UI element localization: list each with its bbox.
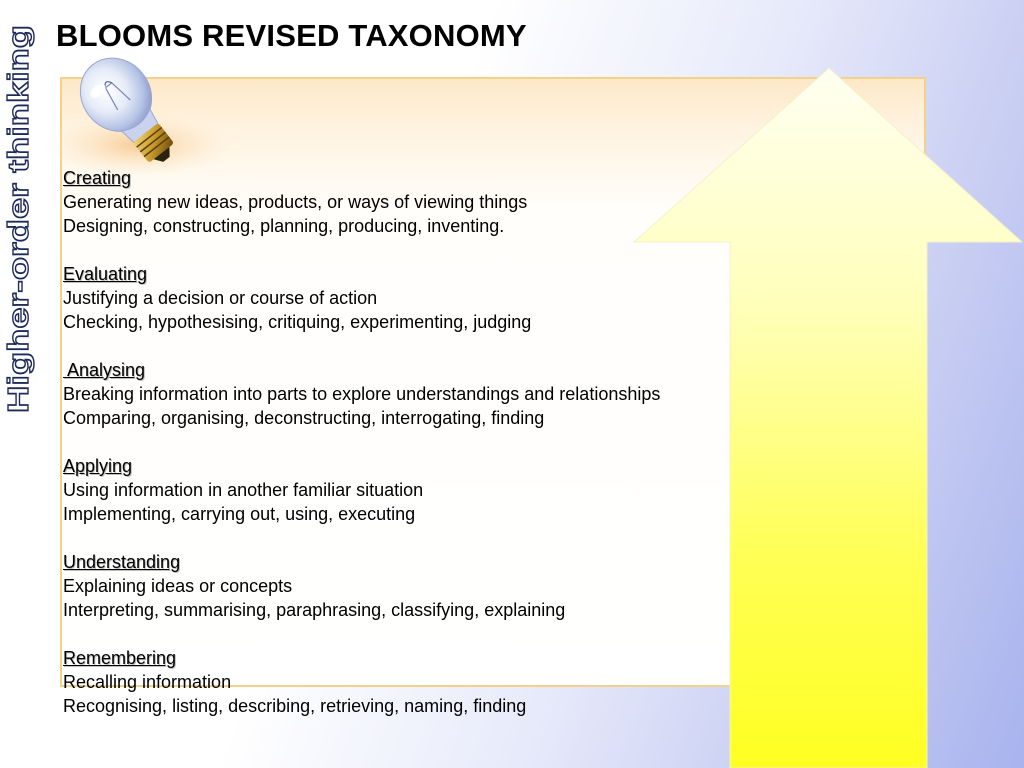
level-name: Analysing: [63, 360, 146, 380]
level-description: Generating new ideas, products, or ways of viewing things: [63, 192, 528, 212]
level-verbs: Interpreting, summarising, paraphrasing, classifying, explaining: [63, 600, 566, 620]
level-analysing: [63, 358, 743, 430]
level-description: Using information in another familiar situation: [63, 480, 424, 500]
level-name: Applying: [63, 456, 133, 476]
level-creating: [63, 166, 743, 238]
level-verbs: Recognising, listing, describing, retrieving, naming, finding: [63, 696, 527, 716]
level-evaluating: [63, 262, 743, 334]
side-label-text: Higher-order thinking: [3, 116, 35, 413]
level-description: Recalling information: [63, 672, 232, 692]
level-name: Evaluating: [63, 264, 148, 284]
level-understanding: [63, 550, 743, 622]
level-verbs: Checking, hypothesising, critiquing, experimenting, judging: [63, 312, 532, 332]
level-name: Understanding: [63, 552, 181, 572]
slide-title: BLOOMS REVISED TAXONOMY: [56, 18, 527, 53]
level-remembering: [63, 646, 743, 718]
level-name: Remembering: [63, 648, 177, 668]
higher-order-thinking-label: [0, 23, 36, 415]
light-bulb-icon: [44, 50, 234, 175]
level-verbs: Comparing, organising, deconstructing, interrogating, finding: [63, 408, 545, 428]
taxonomy-list: [63, 166, 743, 742]
level-description: Justifying a decision or course of action: [63, 288, 378, 308]
level-name: Creating: [63, 168, 132, 188]
level-description: Explaining ideas or concepts: [63, 576, 293, 596]
level-description: Breaking information into parts to explore understandings and relationships: [63, 384, 661, 404]
level-applying: [63, 454, 743, 526]
level-verbs: Designing, constructing, planning, producing, inventing.: [63, 216, 505, 236]
level-verbs: Implementing, carrying out, using, executing: [63, 504, 416, 524]
